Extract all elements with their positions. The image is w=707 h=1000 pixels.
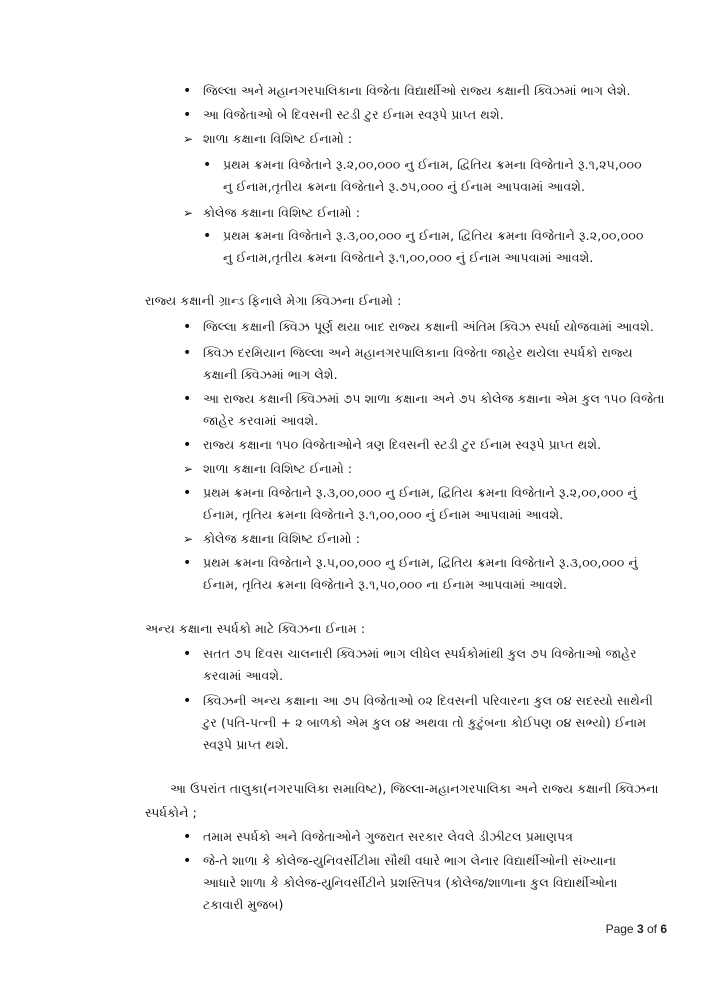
s2-heading: રાજ્ય કક્ષાની ગ્રાન્ડ ફિનાલે મેગા ક્વિઝના ઈનામો : xyxy=(145,293,402,308)
s1-college-line-2: નુ ઈનામ,તૃતીય ક્રમના વિજેતાને રૂ.૧,૦૦,૦૦૦ નું ઈનામ આપવામાં આવશે. xyxy=(223,250,594,265)
s3-bullet-1-line-1: સતત ૭૫ દિવસ ચાલનારી ક્વિઝમાં ભાગ લીધેલ સ્પર્ધકોમાંથી કુલ ૭૫ વિજેતાઓ જાહેર xyxy=(203,646,637,661)
bullet: • xyxy=(183,391,192,407)
page-total: 6 xyxy=(660,922,667,936)
s3-heading: અન્ય કક્ષાના સ્પર્ધકો માટે ક્વિઝના ઈનામ : xyxy=(145,621,366,636)
s2-bullet-2-line-1: ક્વિઝ દરમિયાન જિલ્લા અને મહાનગરપાલિકાના વિજેતા જાહેર થયેલા સ્પર્ધકો રાજ્ય xyxy=(203,345,633,360)
arrow-bullet: ➢ xyxy=(183,462,194,476)
s2-bullet-4: રાજ્ય કક્ષાના ૧૫૦ વિજેતાઓને ત્રણ દિવસની સ્ટડી ટુર ઈનામ સ્વરૂપે પ્રાપ્ત થશે. xyxy=(203,437,602,452)
s2-bullet-2-line-2: કક્ષાની ક્વિઝમાં ભાગ લેશે. xyxy=(203,367,338,382)
s2-college-line-2: ઈનામ, તૃતિય ક્રમના વિજેતાને રૂ.૧,૫૦,૦૦૦ ના ઈનામ આપવામાં આવશે. xyxy=(203,577,568,592)
s1-school-line-1: પ્રથમ ક્રમના વિજેતાને રૂ.૨,૦૦,૦૦૦ નુ ઈનામ, દ્વિતિય ક્રમના વિજેતાને રૂ.૧,૨૫,૦૦૦ xyxy=(223,157,642,172)
arrow-bullet: ➢ xyxy=(183,132,194,146)
s1-college-heading: કોલેજ કક્ષાના વિશિષ્ટ ઈનામો : xyxy=(203,205,361,220)
bullet: • xyxy=(203,228,212,244)
bullet: • xyxy=(183,485,192,501)
s2-bullet-3-line-2: જાહેર કરવામાં આવશે. xyxy=(203,413,319,428)
s1-college-line-1: પ્રથમ ક્રમના વિજેતાને રૂ.૩,૦૦,૦૦૦ નુ ઈનામ, દ્વિતિય ક્રમના વિજેતાને રૂ.૨,૦૦,૦૦૦ xyxy=(223,228,644,243)
s2-school-heading: શાળા કક્ષાના વિશિષ્ટ ઈનામો : xyxy=(203,461,353,476)
s1-bullet-2: આ વિજેતાઓ બે દિવસની સ્ટડી ટુર ઈનામ સ્વરૂપે પ્રાપ્ત થશે. xyxy=(203,107,504,122)
s4-paragraph-line-1: આ ઉપરાંત તાલુકા(નગરપાલિકા સમાવિષ્ટ), જિલ્લા-મહાનગરપાલિકા અને રાજ્ય કક્ષાની ક્વિઝના xyxy=(170,781,659,796)
bullet: • xyxy=(183,83,192,99)
s3-bullet-1-line-2: કરવામાં આવશે. xyxy=(203,668,284,683)
page-of: of xyxy=(643,922,661,936)
arrow-bullet: ➢ xyxy=(183,206,194,220)
bullet: • xyxy=(203,157,212,173)
s2-bullet-3-line-1: આ રાજ્ય કક્ષાની ક્વિઝમાં ૭૫ શાળા કક્ષાના અને ૭૫ કોલેજ કક્ષાના એમ કુલ ૧૫૦ વિજેતા xyxy=(203,391,665,406)
s3-bullet-2-line-1: ક્વિઝની અન્ય કક્ષાના આ ૭૫ વિજેતાઓ ૦૨ દિવસની પરિવારના કુલ ૦૪ સદસ્યો સાથેની xyxy=(203,693,653,708)
bullet: • xyxy=(183,345,192,361)
s4-bullet-2-line-2: આધારે શાળા કે કોલેજ-યુનિવર્સીટીને પ્રશસ્તિપત્ર (કોલેજ/શાળાના કુલ વિદ્યાર્થીઓના xyxy=(203,875,618,890)
bullet: • xyxy=(183,555,192,571)
arrow-bullet: ➢ xyxy=(183,532,194,546)
bullet: • xyxy=(183,646,192,662)
s1-bullet-1: જિલ્લા અને મહાનગરપાલિકાના વિજેતા વિદ્યાર્થીઓ રાજ્ય કક્ષાની ક્વિઝમાં ભાગ લેશે. xyxy=(203,83,631,98)
s4-bullet-1: તમામ સ્પર્ધકો અને વિજેતાઓને ગુજરાત સરકાર લેવલે ડીઝીટલ પ્રમાણપત્ર xyxy=(203,829,573,844)
s3-bullet-2-line-2: ટુર (પતિ-પત્ની + ૨ બાળકો એમ કુલ ૦૪ અથવા તો કુટુંબના કોઈપણ ૦૪ સભ્યો) ઈનામ xyxy=(203,715,647,730)
s4-bullet-2-line-3: ટકાવારી મુજબ) xyxy=(203,897,284,912)
s1-school-heading: શાળા કક્ષાના વિશિષ્ટ ઈનામો : xyxy=(203,131,353,146)
page-current: 3 xyxy=(636,922,644,936)
bullet: • xyxy=(183,853,192,869)
s3-bullet-2-line-3: સ્વરૂપે પ્રાપ્ત થશે. xyxy=(203,737,289,752)
bullet: • xyxy=(183,107,192,123)
s2-school-line-2: ઈનામ, તૃતિય ક્રમના વિજેતાને રૂ.૧,૦૦,૦૦૦ નું ઈનામ આપવામાં આવશે. xyxy=(203,507,564,522)
s2-college-line-1: પ્રથમ ક્રમના વિજેતાને રૂ.૫,૦૦,૦૦૦ નુ ઈનામ, દ્વિતિય ક્રમના વિજેતાને રૂ.૩,૦૦,૦૦૦ નું xyxy=(203,555,638,570)
s2-school-line-1: પ્રથમ ક્રમના વિજેતાને રૂ.૩,૦૦,૦૦૦ નુ ઈનામ, દ્વિતિય ક્રમના વિજેતાને રૂ.૨,૦૦,૦૦૦ નું xyxy=(203,485,637,500)
s4-bullet-2-line-1: જે-તે શાળા કે કોલેજ-યુનિવર્સીટીમા સૌથી વધારે ભાગ લેનાર વિદ્યાર્થીઓની સંખ્યાના xyxy=(203,853,617,868)
page-number xyxy=(606,922,667,936)
bullet: • xyxy=(183,829,192,845)
s1-school-line-2: નુ ઈનામ,તૃતીય ક્રમના વિજેતાને રૂ.૭૫,૦૦૦ નું ઈનામ આપવામાં આવશે. xyxy=(223,179,586,194)
s2-college-heading: કોલેજ કક્ષાના વિશિષ્ટ ઈનામો : xyxy=(203,531,361,546)
bullet: • xyxy=(183,437,192,453)
page-prefix: Page xyxy=(605,922,637,936)
bullet: • xyxy=(183,693,192,709)
s2-bullet-1: જિલ્લા કક્ષાની ક્વિઝ પૂર્ણ થયા બાદ રાજ્ય કક્ષાની અંતિમ ક્વિઝ સ્પર્ધા યોજવામાં આવશે. xyxy=(203,319,654,334)
s4-paragraph-line-2: સ્પર્ધકોને ; xyxy=(145,805,197,820)
bullet: • xyxy=(183,319,192,335)
